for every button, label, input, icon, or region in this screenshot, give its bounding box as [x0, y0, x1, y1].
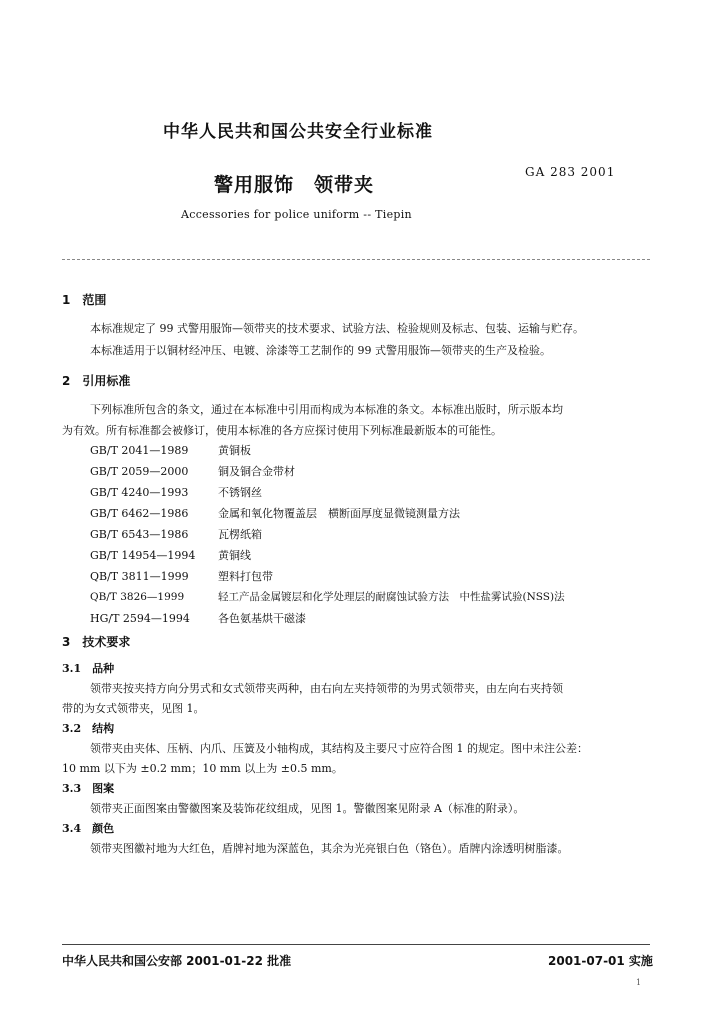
- footer-divider: [62, 944, 650, 945]
- page-number: 1: [636, 978, 642, 987]
- reference-title: 金属和氧化物覆盖层 横断面厚度显微镜测量方法: [218, 507, 460, 520]
- reference-title: 铜及铜合金带材: [218, 465, 295, 478]
- reference-code: GB/T 6462—1986: [90, 507, 189, 520]
- section-2-heading: 2 引用标准: [62, 374, 131, 388]
- section-3-3-heading: 3.3 图案: [62, 782, 115, 795]
- section-3-4-heading: 3.4 颜色: [62, 822, 115, 835]
- issuer-heading: 中华人民共和国公共安全行业标准: [163, 122, 433, 142]
- reference-title: 不锈钢丝: [218, 486, 262, 499]
- approval-date: 中华人民共和国公安部 2001-01-22 批准: [62, 954, 292, 968]
- section-3-1-para-2: 带的为女式领带夹，见图 1。: [62, 702, 205, 715]
- section-1-para-1: 本标准规定了 99 式警用服饰—领带夹的技术要求、试验方法、检验规则及标志、包装、运输与贮存。: [90, 322, 584, 335]
- reference-item: [90, 484, 262, 500]
- implementation-date: 2001-07-01 实施: [548, 954, 653, 968]
- reference-code: GB/T 4240—1993: [90, 486, 189, 499]
- reference-code: GB/T 2041—1989: [90, 444, 189, 457]
- reference-item: [90, 547, 251, 563]
- reference-item: [90, 568, 273, 584]
- section-2-para-1: 下列标准所包含的条文，通过在本标准中引用而构成为本标准的条文。本标准出版时，所示版本均: [90, 403, 563, 416]
- reference-code: GB/T 14954—1994: [90, 549, 196, 562]
- reference-item: [90, 442, 251, 458]
- standard-number: GA 283 2001: [525, 165, 616, 179]
- section-3-3-para-1: 领带夹正面图案由警徽图案及装饰花纹组成，见图 1。警徽图案见附录 A（标准的附录）。: [90, 802, 525, 815]
- header-divider: [62, 259, 650, 260]
- reference-item: [90, 526, 262, 542]
- reference-code: HG/T 2594—1994: [90, 612, 190, 625]
- section-3-2-para-1: 领带夹由夹体、压柄、内爪、压簧及小轴构成，其结构及主要尺寸应符合图 1 的规定。图中未注公差：: [90, 742, 588, 755]
- reference-title: 黄铜板: [218, 444, 251, 457]
- reference-code: GB/T 6543—1986: [90, 528, 189, 541]
- section-1-heading: 1 范围: [62, 293, 107, 307]
- section-3-1-heading: 3.1 品种: [62, 662, 115, 675]
- section-1-para-2: 本标准适用于以铜材经冲压、电镀、涂漆等工艺制作的 99 式警用服饰—领带夹的生产及检验。: [90, 344, 551, 357]
- section-3-2-heading: 3.2 结构: [62, 722, 115, 735]
- reference-item: [90, 505, 460, 521]
- reference-code: GB/T 2059—2000: [90, 465, 189, 478]
- section-3-1-para-1: 领带夹按夹持方向分男式和女式领带夹两种，由右向左夹持领带的为男式领带夹，由左向右夹持领: [90, 682, 563, 695]
- section-2-para-2: 为有效。所有标准都会被修订，使用本标准的各方应探讨使用下列标准最新版本的可能性。: [62, 424, 502, 437]
- reference-title: 各色氨基烘干磁漆: [218, 612, 306, 625]
- reference-item: [90, 589, 565, 604]
- standard-title: 警用服饰 领带夹: [214, 174, 375, 196]
- section-3-2-para-2: 10 mm 以下为 ±0.2 mm；10 mm 以上为 ±0.5 mm。: [62, 762, 343, 775]
- reference-item: [90, 610, 306, 626]
- section-3-heading: 3 技术要求: [62, 635, 131, 649]
- reference-item: [90, 463, 295, 479]
- english-title: Accessories for police uniform -- Tiepin: [181, 208, 412, 221]
- reference-title: 黄铜线: [218, 549, 251, 562]
- reference-title: 瓦楞纸箱: [218, 528, 262, 541]
- reference-code: QB/T 3826—1999: [90, 591, 185, 603]
- reference-title: 轻工产品金属镀层和化学处理层的耐腐蚀试验方法 中性盐雾试验(NSS)法: [218, 591, 565, 603]
- reference-title: 塑料打包带: [218, 570, 273, 583]
- reference-code: QB/T 3811—1999: [90, 570, 189, 583]
- section-3-4-para-1: 领带夹图徽衬地为大红色，盾牌衬地为深蓝色，其余为光亮银白色（铬色）。盾牌内涂透明树脂漆。: [90, 842, 569, 855]
